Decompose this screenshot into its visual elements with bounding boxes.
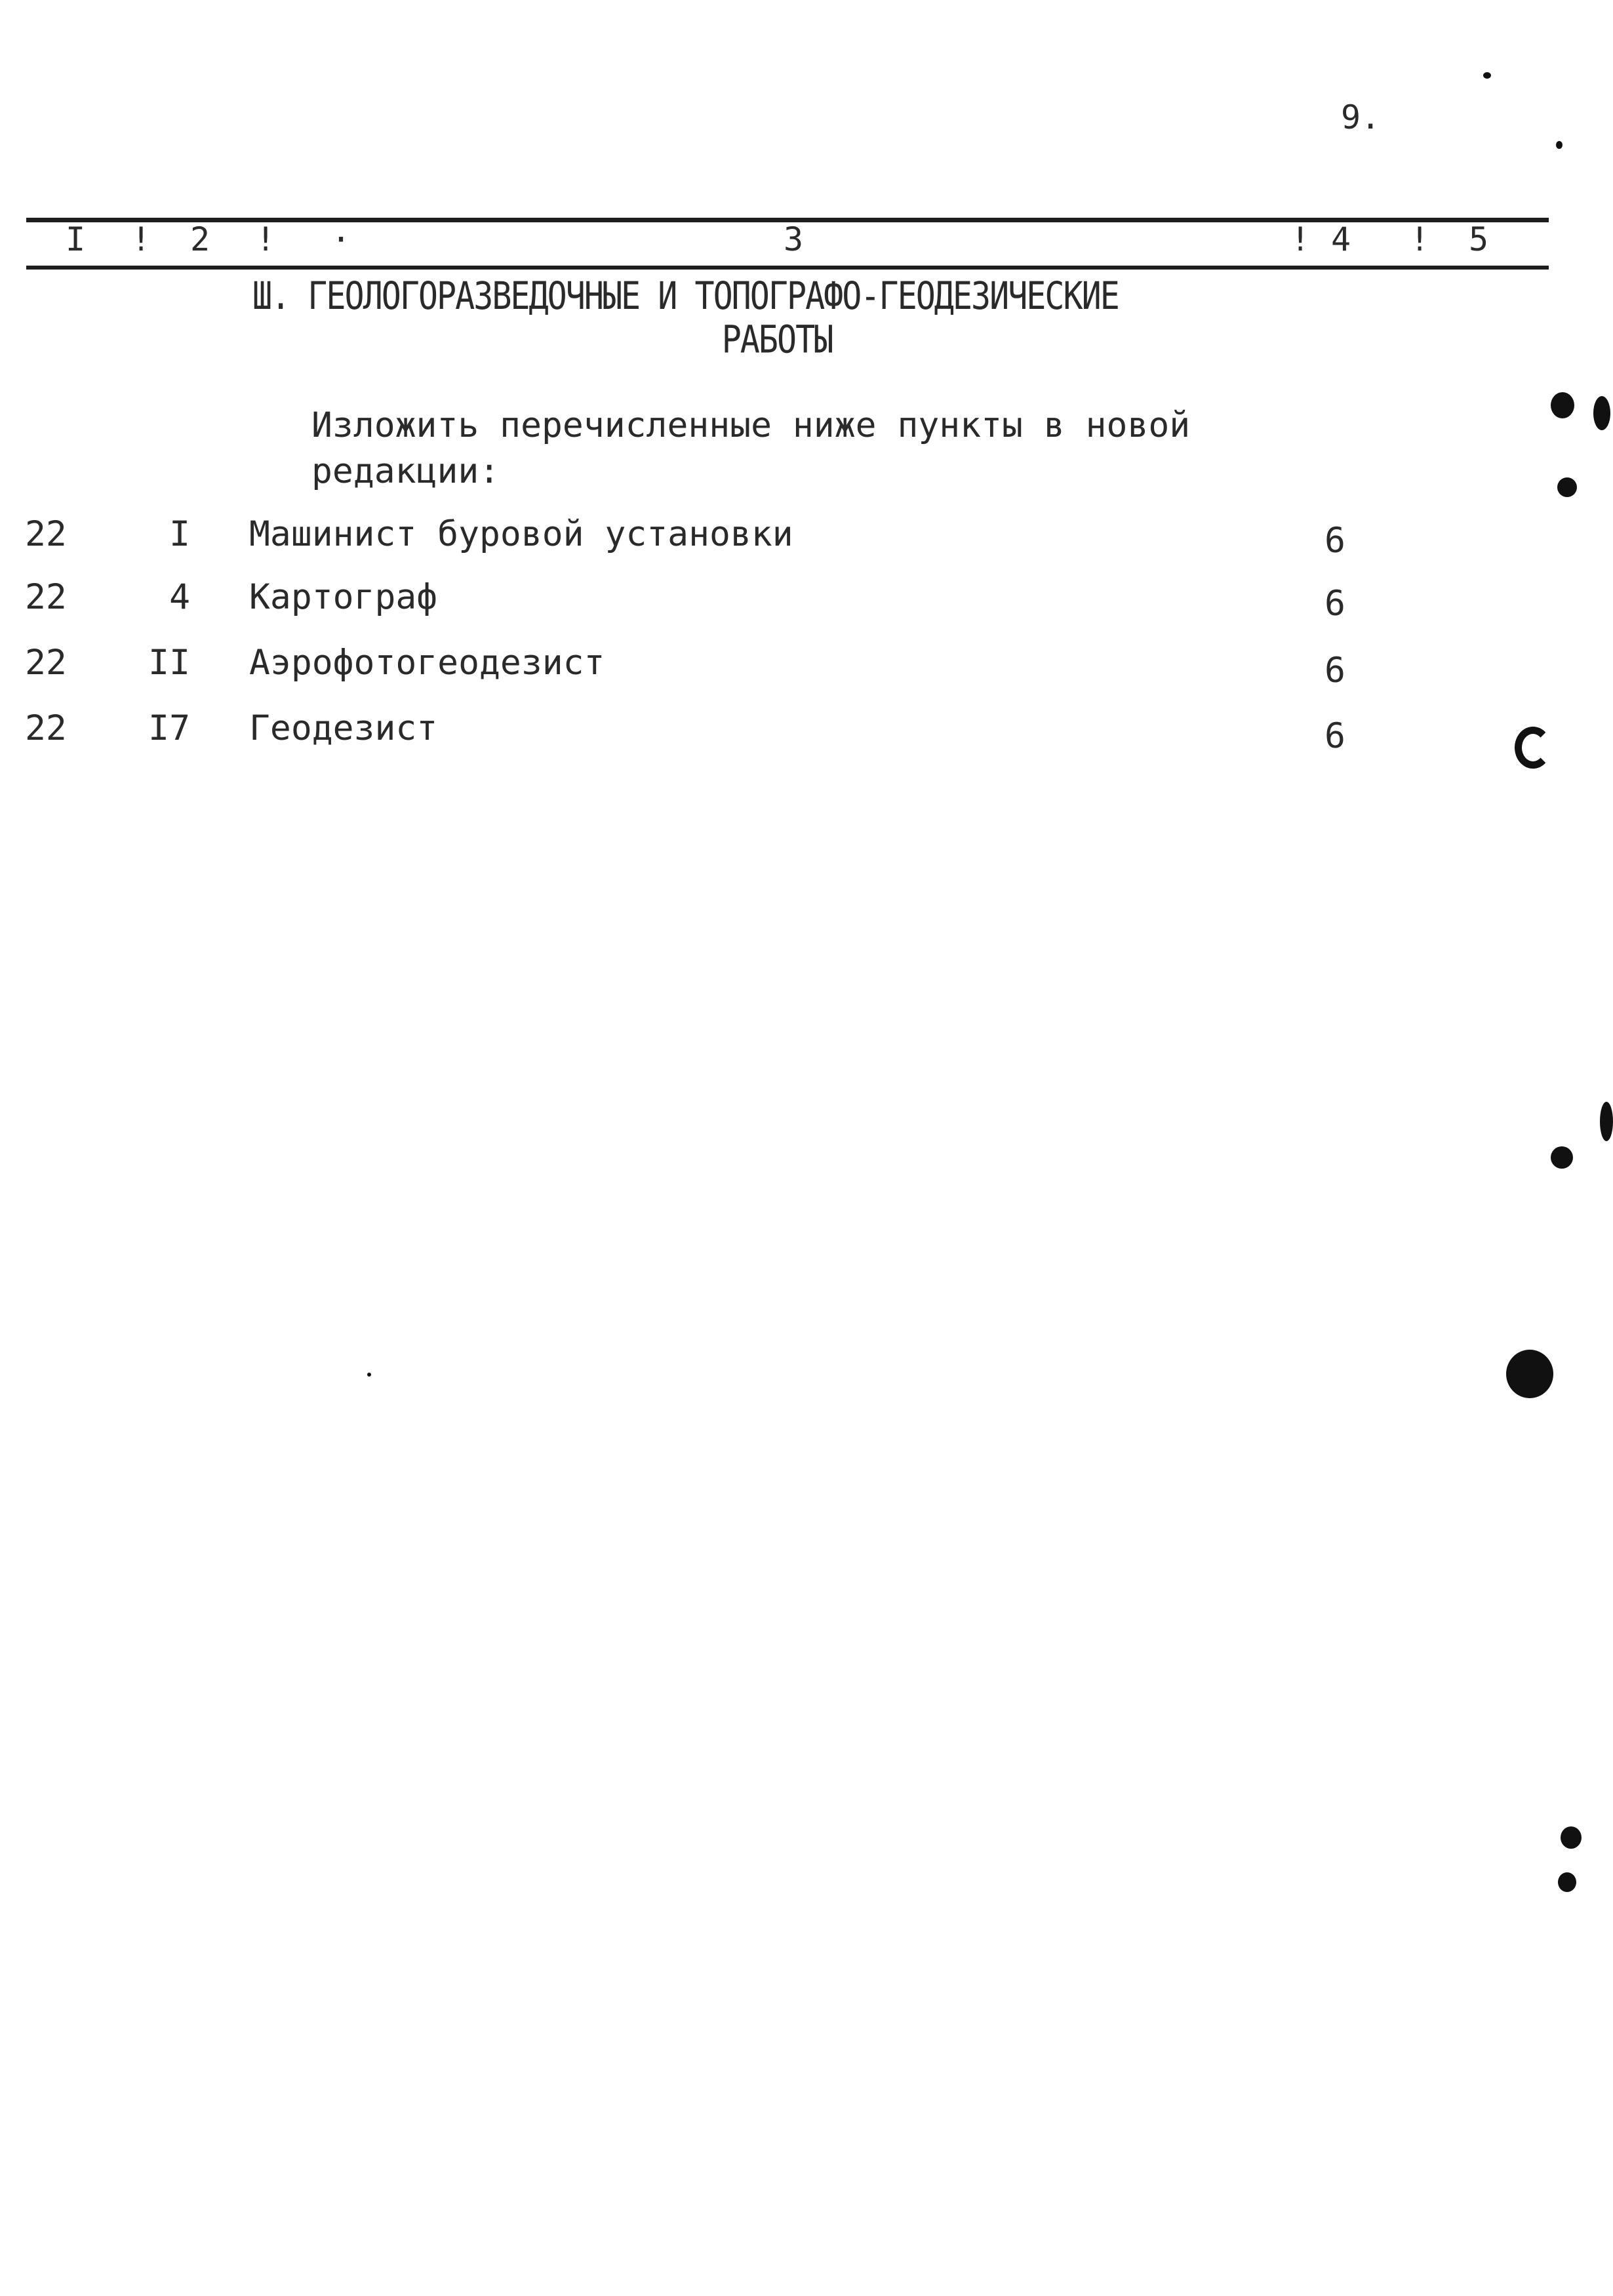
entry-number: I <box>169 514 190 554</box>
column-separator: ! <box>131 220 151 258</box>
column-separator: ! <box>1290 220 1311 258</box>
list-item <box>0 708 1613 761</box>
list-item <box>0 514 1613 567</box>
entry-title: Машинист буровой установки <box>249 514 793 554</box>
column-separator: ! <box>1410 220 1430 258</box>
list-item <box>0 643 1613 695</box>
entry-title: Картограф <box>249 577 438 617</box>
entry-number: I7 <box>148 708 190 748</box>
section-heading-line-2: РАБОТЫ <box>721 317 833 362</box>
column-4-header: 4 <box>1331 220 1351 258</box>
entry-title: Аэрофотогеодезист <box>249 643 605 683</box>
entry-grade: 6 <box>1324 716 1345 756</box>
column-3-header: 3 <box>784 220 804 258</box>
speck <box>1556 141 1563 149</box>
ink-blot <box>1593 396 1610 430</box>
section-heading-line-1: Ш. ГЕОЛОГОРАЗВЕДОЧНЫЕ И ТОПОГРАФО-ГЕОДЕЗИЧЕСКИЕ <box>252 274 1119 318</box>
entry-grade: 6 <box>1324 651 1345 691</box>
entry-code: 22 <box>25 577 67 617</box>
ink-blot <box>1600 1102 1613 1141</box>
entry-grade: 6 <box>1324 521 1345 561</box>
instruction-line-2: редакции: <box>311 451 500 491</box>
entry-title: Геодезист <box>249 708 438 748</box>
ink-blot <box>1561 1826 1582 1849</box>
table-header-bottom-rule <box>26 266 1549 270</box>
speck <box>367 1373 371 1377</box>
column-separator: ! <box>256 220 276 258</box>
speck <box>1483 72 1491 79</box>
column-2-header: 2 <box>190 220 210 258</box>
punch-hole <box>1506 1350 1553 1398</box>
column-1-header: I <box>66 220 86 258</box>
instruction-line-1: Изложить перечисленные ниже пункты в новой <box>311 405 1191 445</box>
entry-number: II <box>148 643 190 683</box>
ink-blot <box>1558 1872 1576 1892</box>
page-number: 9. <box>1341 98 1381 136</box>
entry-grade: 6 <box>1324 584 1345 624</box>
ink-blot <box>1551 392 1574 418</box>
instruction-text <box>311 403 1190 494</box>
section-heading <box>252 274 1223 361</box>
ink-blot <box>1557 477 1577 497</box>
entry-code: 22 <box>25 643 67 683</box>
entry-number: 4 <box>169 577 190 617</box>
stray-mark: · <box>331 220 351 258</box>
entry-code: 22 <box>25 514 67 554</box>
ink-blot <box>1551 1146 1573 1169</box>
column-5-header: 5 <box>1469 220 1489 258</box>
entry-code: 22 <box>25 708 67 748</box>
binding-hole <box>1515 727 1551 769</box>
list-item <box>0 577 1613 630</box>
